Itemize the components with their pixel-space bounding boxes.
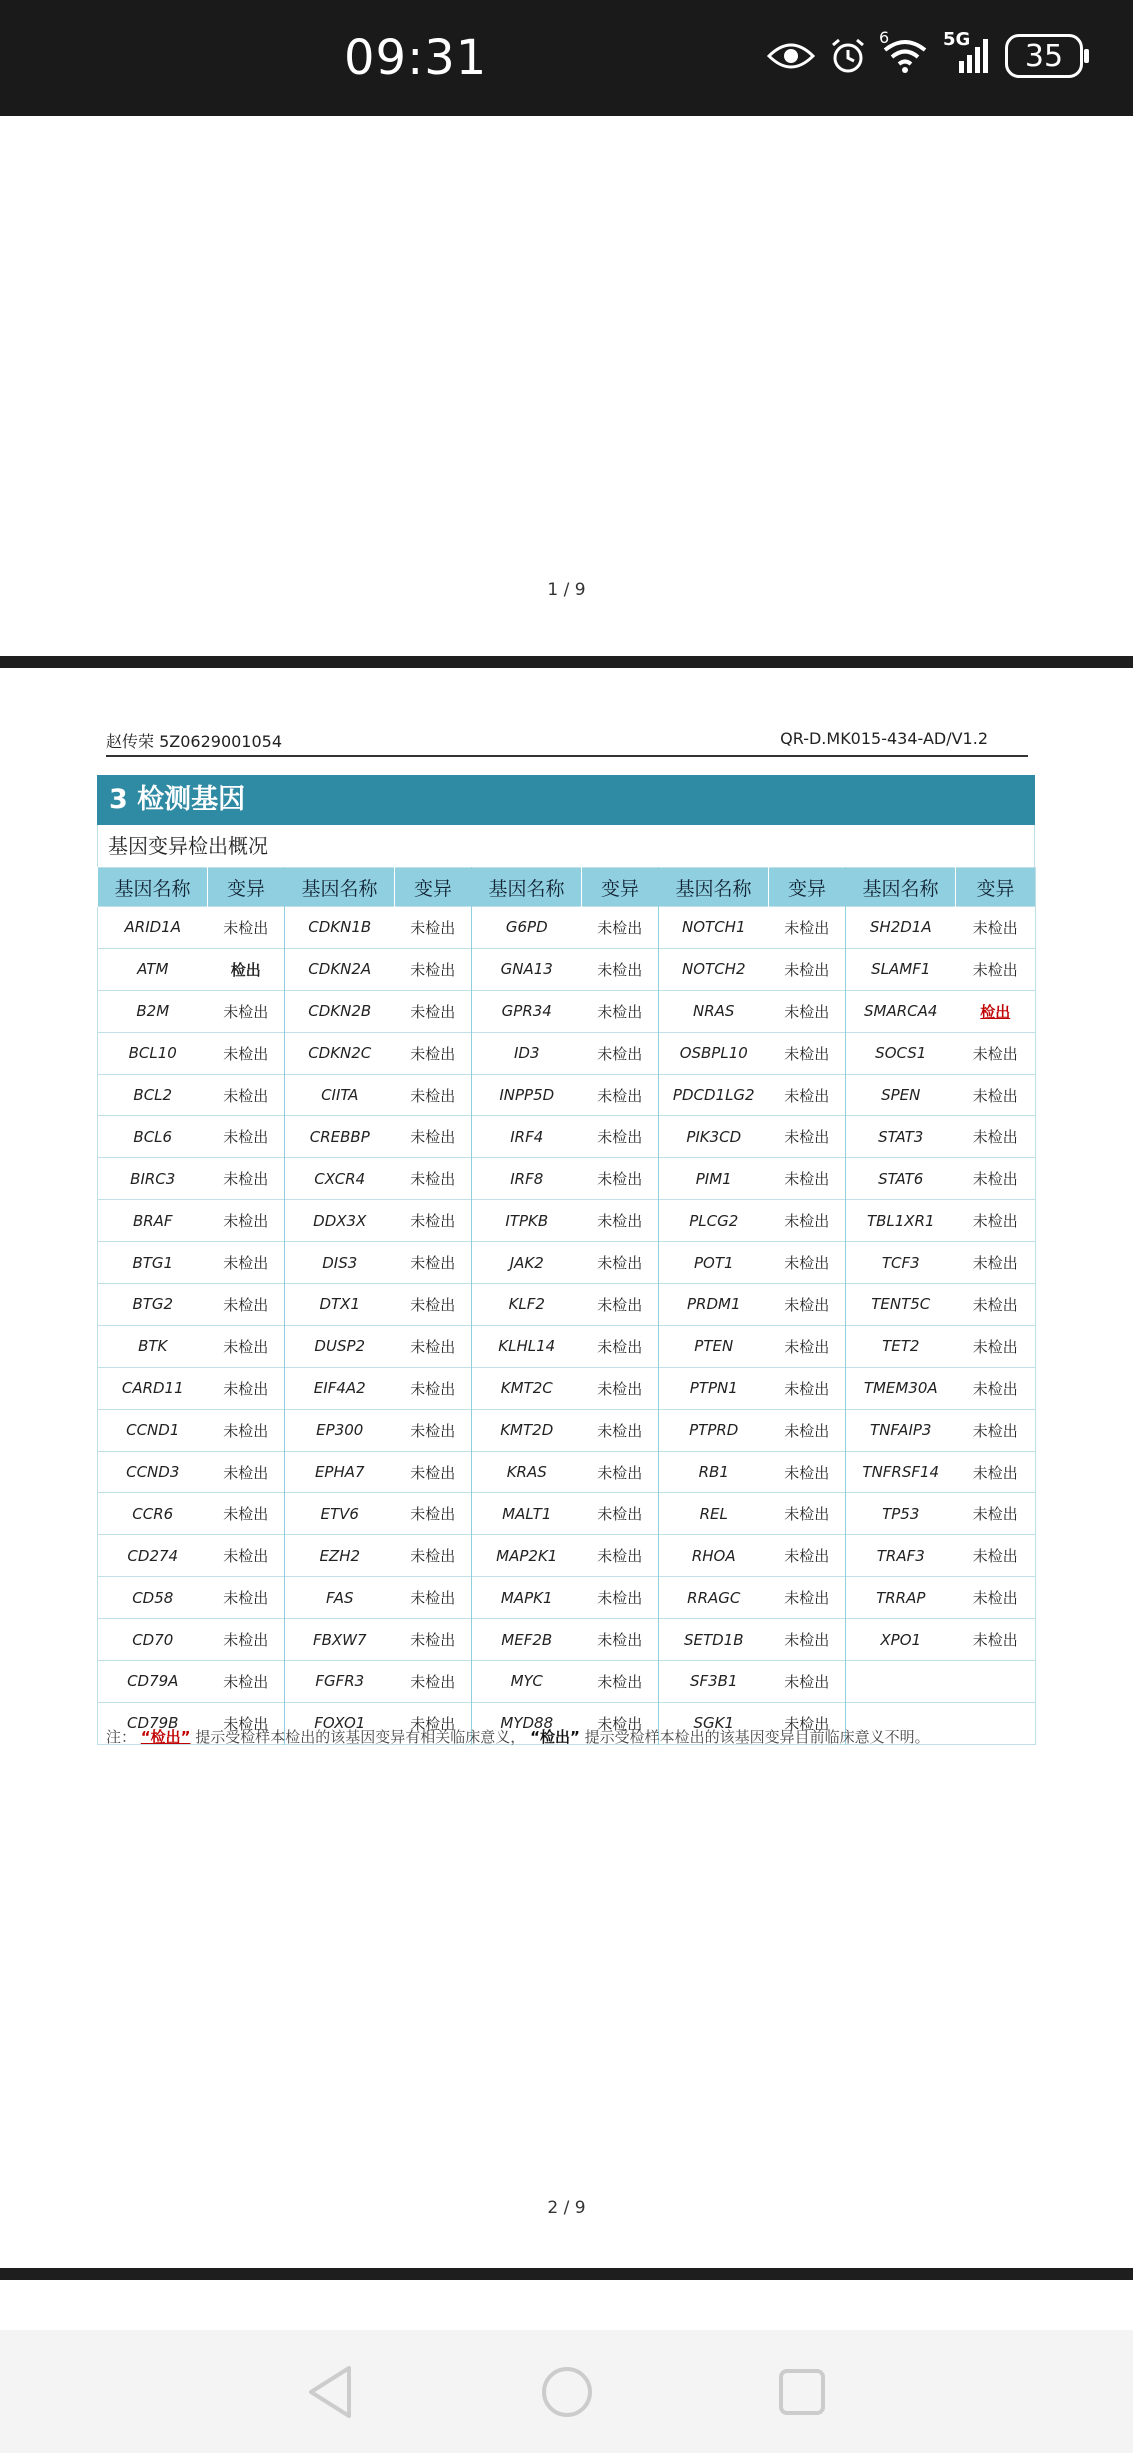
variant-status-cell: 未检出 (208, 1661, 285, 1703)
variant-status-cell: 未检出 (769, 948, 846, 990)
gene-name-cell: CD58 (98, 1577, 208, 1619)
variant-status-cell: 未检出 (582, 1577, 659, 1619)
variant-status-cell: 未检出 (208, 1702, 285, 1744)
variant-status-cell: 未检出 (956, 1451, 1036, 1493)
document-page-2 (0, 668, 1133, 2268)
variant-status-cell (956, 1702, 1036, 1744)
gene-name-cell: IRF8 (472, 1158, 582, 1200)
gene-name-cell: BTG1 (98, 1242, 208, 1284)
table-row (98, 1577, 1036, 1619)
variant-status-cell: 未检出 (395, 1535, 472, 1577)
table-row (98, 1409, 1036, 1451)
variant-status-cell: 未检出 (769, 1493, 846, 1535)
variant-status-cell: 检出 (208, 948, 285, 990)
sub-title: 基因变异检出概况 (97, 825, 1035, 867)
gene-name-cell: ITPKB (472, 1200, 582, 1242)
gene-name-cell: G6PD (472, 907, 582, 949)
status-time: 09:31 (344, 30, 488, 86)
patient-info: 赵传荣 5Z0629001054 (106, 732, 283, 751)
variant-status-cell: 未检出 (582, 990, 659, 1032)
gene-name-cell: MYC (472, 1661, 582, 1703)
variant-status-cell: 未检出 (956, 1619, 1036, 1661)
gene-name-cell: CD79B (98, 1702, 208, 1744)
gene-name-cell: KLF2 (472, 1284, 582, 1326)
column-header: 变异 (956, 868, 1036, 907)
gene-name-cell: PTPN1 (659, 1367, 769, 1409)
variant-status-cell: 未检出 (956, 1367, 1036, 1409)
gene-name-cell: KLHL14 (472, 1325, 582, 1367)
variant-status-cell: 未检出 (769, 1032, 846, 1074)
variant-status-cell: 未检出 (956, 1032, 1036, 1074)
gene-name-cell: GPR34 (472, 990, 582, 1032)
status-bar (0, 0, 1133, 116)
variant-status-cell: 未检出 (395, 1619, 472, 1661)
variant-status-cell: 未检出 (582, 1074, 659, 1116)
variant-status-cell: 未检出 (956, 1535, 1036, 1577)
variant-status-cell: 未检出 (208, 1325, 285, 1367)
variant-status-cell: 未检出 (582, 907, 659, 949)
gene-name-cell: CDKN2A (285, 948, 395, 990)
table-row (98, 1116, 1036, 1158)
variant-status-cell: 未检出 (956, 1074, 1036, 1116)
gene-name-cell: NRAS (659, 990, 769, 1032)
variant-status-cell: 未检出 (395, 990, 472, 1032)
table-row (98, 1074, 1036, 1116)
variant-status-cell: 未检出 (208, 1493, 285, 1535)
gene-name-cell: FAS (285, 1577, 395, 1619)
gene-name-cell: PDCD1LG2 (659, 1074, 769, 1116)
gene-name-cell: NOTCH2 (659, 948, 769, 990)
variant-status-cell: 未检出 (582, 1032, 659, 1074)
gene-name-cell: OSBPL10 (659, 1032, 769, 1074)
variant-status-cell (956, 1661, 1036, 1703)
gene-name-cell: SMARCA4 (846, 990, 956, 1032)
gene-name-cell: TNFAIP3 (846, 1409, 956, 1451)
gene-name-cell: KMT2D (472, 1409, 582, 1451)
gene-name-cell: MYD88 (472, 1702, 582, 1744)
column-header: 变异 (582, 868, 659, 907)
gene-name-cell: CREBBP (285, 1116, 395, 1158)
gene-name-cell: ARID1A (98, 907, 208, 949)
gene-name-cell: CARD11 (98, 1367, 208, 1409)
gene-name-cell: IRF4 (472, 1116, 582, 1158)
variant-status-cell: 未检出 (956, 1577, 1036, 1619)
variant-status-cell: 未检出 (208, 1074, 285, 1116)
recents-button[interactable] (772, 2362, 832, 2422)
variant-status-cell: 未检出 (769, 907, 846, 949)
variant-status-cell: 未检出 (582, 1619, 659, 1661)
column-header: 变异 (769, 868, 846, 907)
variant-status-cell: 未检出 (769, 1284, 846, 1326)
table-row (98, 1493, 1036, 1535)
gene-name-cell: BCL2 (98, 1074, 208, 1116)
gene-name-cell: BTK (98, 1325, 208, 1367)
gene-name-cell: TRRAP (846, 1577, 956, 1619)
gene-name-cell: DIS3 (285, 1242, 395, 1284)
variant-status-cell: 未检出 (395, 1451, 472, 1493)
variant-status-cell: 未检出 (582, 1325, 659, 1367)
variant-status-cell: 未检出 (395, 1284, 472, 1326)
variant-status-cell: 未检出 (395, 1577, 472, 1619)
gene-name-cell: TP53 (846, 1493, 956, 1535)
table-row (98, 1200, 1036, 1242)
gene-name-cell: CDKN2C (285, 1032, 395, 1074)
variant-status-cell: 未检出 (582, 948, 659, 990)
gene-name-cell: CCR6 (98, 1493, 208, 1535)
variant-status-cell: 未检出 (769, 1702, 846, 1744)
variant-status-cell: 未检出 (956, 1284, 1036, 1326)
gene-name-cell: RB1 (659, 1451, 769, 1493)
page-number-1: 1 / 9 (547, 580, 586, 600)
variant-status-cell: 未检出 (395, 1242, 472, 1284)
gene-name-cell: PIK3CD (659, 1116, 769, 1158)
variant-status-cell: 未检出 (769, 1619, 846, 1661)
gene-name-cell: POT1 (659, 1242, 769, 1284)
document-code: QR-D.MK015-434-AD/V1.2 (780, 729, 988, 748)
table-row (98, 990, 1036, 1032)
table-row (98, 948, 1036, 990)
gene-name-cell: KRAS (472, 1451, 582, 1493)
gene-name-cell: BCL6 (98, 1116, 208, 1158)
table-row (98, 1367, 1036, 1409)
gene-name-cell: PTEN (659, 1325, 769, 1367)
variant-status-cell: 未检出 (582, 1284, 659, 1326)
variant-status-cell: 未检出 (769, 1367, 846, 1409)
variant-status-cell: 未检出 (208, 1116, 285, 1158)
variant-status-cell: 未检出 (582, 1661, 659, 1703)
gene-name-cell: TET2 (846, 1325, 956, 1367)
gene-name-cell: PRDM1 (659, 1284, 769, 1326)
footnote (106, 1726, 930, 1747)
gene-name-cell: SGK1 (659, 1702, 769, 1744)
navigation-bar (0, 2330, 1133, 2453)
variant-status-cell: 未检出 (956, 907, 1036, 949)
gene-name-cell: ATM (98, 948, 208, 990)
variant-status-cell: 未检出 (208, 1032, 285, 1074)
back-button[interactable] (300, 2362, 360, 2422)
gene-name-cell: PLCG2 (659, 1200, 769, 1242)
gene-name-cell: RHOA (659, 1535, 769, 1577)
note-bold-term: “检出” (530, 1728, 580, 1746)
variant-status-cell: 未检出 (956, 948, 1036, 990)
eye-icon (767, 40, 815, 72)
variant-status-cell: 未检出 (208, 1242, 285, 1284)
gene-name-cell: FGFR3 (285, 1661, 395, 1703)
variant-status-cell: 未检出 (769, 1661, 846, 1703)
column-header: 基因名称 (659, 868, 769, 907)
page-separator (0, 2268, 1133, 2280)
variant-status-cell: 未检出 (395, 1158, 472, 1200)
variant-status-cell: 未检出 (395, 907, 472, 949)
gene-name-cell: EIF4A2 (285, 1367, 395, 1409)
gene-name-cell: SLAMF1 (846, 948, 956, 990)
variant-status-cell: 未检出 (208, 1158, 285, 1200)
note-suffix: 提示受检样本检出的该基因变异目前临床意义不明。 (584, 1728, 930, 1746)
gene-name-cell: ETV6 (285, 1493, 395, 1535)
gene-name-cell: B2M (98, 990, 208, 1032)
variant-status-cell: 未检出 (395, 1493, 472, 1535)
table-row (98, 1325, 1036, 1367)
gene-name-cell: SOCS1 (846, 1032, 956, 1074)
variant-status-cell: 未检出 (769, 1242, 846, 1284)
table-row (98, 1158, 1036, 1200)
table-row (98, 1284, 1036, 1326)
note-red-term: “检出” (140, 1728, 191, 1746)
variant-status-cell: 未检出 (582, 1535, 659, 1577)
variant-status-cell: 未检出 (956, 1325, 1036, 1367)
variant-status-cell: 未检出 (769, 1074, 846, 1116)
variant-status-cell: 检出 (956, 990, 1036, 1032)
status-icons (767, 28, 1083, 78)
variant-status-cell: 未检出 (395, 1367, 472, 1409)
variant-status-cell: 未检出 (956, 1409, 1036, 1451)
gene-name-cell: MAPK1 (472, 1577, 582, 1619)
gene-name-cell: BIRC3 (98, 1158, 208, 1200)
variant-status-cell: 未检出 (769, 990, 846, 1032)
variant-status-cell: 未检出 (395, 1325, 472, 1367)
gene-name-cell: FBXW7 (285, 1619, 395, 1661)
column-header: 基因名称 (472, 868, 582, 907)
gene-name-cell: EPHA7 (285, 1451, 395, 1493)
signal-5g-icon (943, 29, 991, 75)
column-header: 基因名称 (285, 868, 395, 907)
gene-name-cell: SPEN (846, 1074, 956, 1116)
network-label: 5G (943, 29, 971, 50)
variant-status-cell: 未检出 (395, 1074, 472, 1116)
gene-name-cell: JAK2 (472, 1242, 582, 1284)
home-icon (540, 2365, 594, 2419)
gene-name-cell (846, 1661, 956, 1703)
gene-name-cell: TENT5C (846, 1284, 956, 1326)
table-row (98, 1619, 1036, 1661)
variant-status-cell: 未检出 (582, 1158, 659, 1200)
page-separator (0, 656, 1133, 668)
variant-status-cell: 未检出 (582, 1116, 659, 1158)
variant-status-cell: 未检出 (208, 1535, 285, 1577)
gene-name-cell: CCND3 (98, 1451, 208, 1493)
variant-status-cell: 未检出 (208, 1619, 285, 1661)
gene-name-cell: TBL1XR1 (846, 1200, 956, 1242)
variant-status-cell: 未检出 (395, 1200, 472, 1242)
gene-name-cell: XPO1 (846, 1619, 956, 1661)
gene-name-cell: CCND1 (98, 1409, 208, 1451)
variant-status-cell: 未检出 (208, 1577, 285, 1619)
table-row (98, 1661, 1036, 1703)
gene-name-cell: MALT1 (472, 1493, 582, 1535)
variant-status-cell: 未检出 (208, 1367, 285, 1409)
table-row (98, 907, 1036, 949)
variant-status-cell: 未检出 (956, 1158, 1036, 1200)
variant-status-cell: 未检出 (956, 1200, 1036, 1242)
gene-name-cell: CD274 (98, 1535, 208, 1577)
note-prefix: 注： (106, 1728, 137, 1746)
variant-status-cell: 未检出 (208, 1409, 285, 1451)
gene-table-body (98, 907, 1036, 1745)
gene-name-cell: PTPRD (659, 1409, 769, 1451)
variant-status-cell: 未检出 (395, 1409, 472, 1451)
wifi-icon (879, 28, 929, 74)
wifi-badge: 6 (879, 28, 890, 47)
variant-status-cell: 未检出 (582, 1409, 659, 1451)
gene-name-cell: MAP2K1 (472, 1535, 582, 1577)
variant-status-cell: 未检出 (395, 1032, 472, 1074)
table-row (98, 1032, 1036, 1074)
gene-name-cell: CDKN2B (285, 990, 395, 1032)
gene-name-cell: EZH2 (285, 1535, 395, 1577)
variant-status-cell: 未检出 (208, 1451, 285, 1493)
variant-status-cell: 未检出 (769, 1535, 846, 1577)
home-button[interactable] (537, 2362, 597, 2422)
gene-name-cell: KMT2C (472, 1367, 582, 1409)
variant-status-cell: 未检出 (769, 1200, 846, 1242)
variant-status-cell: 未检出 (769, 1116, 846, 1158)
gene-name-cell: PIM1 (659, 1158, 769, 1200)
variant-status-cell: 未检出 (208, 990, 285, 1032)
variant-status-cell: 未检出 (395, 1702, 472, 1744)
gene-table (97, 867, 1036, 1745)
recents-icon (777, 2367, 827, 2417)
variant-status-cell: 未检出 (208, 1200, 285, 1242)
gene-name-cell: CD79A (98, 1661, 208, 1703)
gene-name-cell: SH2D1A (846, 907, 956, 949)
column-header: 基因名称 (98, 868, 208, 907)
gene-name-cell: STAT6 (846, 1158, 956, 1200)
gene-name-cell: MEF2B (472, 1619, 582, 1661)
gene-name-cell: DUSP2 (285, 1325, 395, 1367)
gene-name-cell: DTX1 (285, 1284, 395, 1326)
gene-name-cell: CIITA (285, 1074, 395, 1116)
table-row (98, 1451, 1036, 1493)
gene-name-cell: TCF3 (846, 1242, 956, 1284)
gene-name-cell: BTG2 (98, 1284, 208, 1326)
table-row (98, 1535, 1036, 1577)
variant-status-cell: 未检出 (582, 1493, 659, 1535)
battery-indicator: 35 (1005, 34, 1083, 78)
page-number-2: 2 / 9 (547, 2198, 586, 2218)
gene-name-cell: FOXO1 (285, 1702, 395, 1744)
back-icon (305, 2364, 355, 2420)
doc-header (106, 725, 1028, 757)
variant-status-cell: 未检出 (956, 1116, 1036, 1158)
variant-status-cell: 未检出 (582, 1702, 659, 1744)
gene-name-cell: TMEM30A (846, 1367, 956, 1409)
gene-name-cell: CD70 (98, 1619, 208, 1661)
gene-name-cell: TNFRSF14 (846, 1451, 956, 1493)
gene-name-cell: INPP5D (472, 1074, 582, 1116)
gene-name-cell: CDKN1B (285, 907, 395, 949)
table-row (98, 1242, 1036, 1284)
gene-name-cell: GNA13 (472, 948, 582, 990)
gene-name-cell: STAT3 (846, 1116, 956, 1158)
gene-name-cell: TRAF3 (846, 1535, 956, 1577)
variant-status-cell: 未检出 (956, 1493, 1036, 1535)
variant-status-cell: 未检出 (208, 907, 285, 949)
gene-name-cell: REL (659, 1493, 769, 1535)
variant-status-cell: 未检出 (395, 948, 472, 990)
variant-status-cell: 未检出 (208, 1284, 285, 1326)
gene-name-cell: SETD1B (659, 1619, 769, 1661)
table-header-row (98, 868, 1036, 907)
variant-status-cell: 未检出 (395, 1116, 472, 1158)
note-middle: 提示受检样本检出的该基因变异有相关临床意义， (195, 1728, 526, 1746)
gene-name-cell: DDX3X (285, 1200, 395, 1242)
variant-status-cell: 未检出 (582, 1367, 659, 1409)
gene-name-cell: BRAF (98, 1200, 208, 1242)
gene-name-cell: ID3 (472, 1032, 582, 1074)
variant-status-cell: 未检出 (956, 1242, 1036, 1284)
document-page-1 (0, 116, 1133, 656)
variant-status-cell: 未检出 (769, 1325, 846, 1367)
variant-status-cell: 未检出 (395, 1661, 472, 1703)
variant-status-cell: 未检出 (582, 1451, 659, 1493)
gene-name-cell: RRAGC (659, 1577, 769, 1619)
gene-name-cell: NOTCH1 (659, 907, 769, 949)
gene-name-cell: CXCR4 (285, 1158, 395, 1200)
section-title: 3 检测基因 (97, 775, 1035, 825)
column-header: 变异 (208, 868, 285, 907)
variant-status-cell: 未检出 (769, 1451, 846, 1493)
variant-status-cell: 未检出 (769, 1409, 846, 1451)
gene-name-cell: SF3B1 (659, 1661, 769, 1703)
variant-status-cell: 未检出 (582, 1200, 659, 1242)
gene-name-cell: EP300 (285, 1409, 395, 1451)
column-header: 基因名称 (846, 868, 956, 907)
column-header: 变异 (395, 868, 472, 907)
variant-status-cell: 未检出 (769, 1577, 846, 1619)
variant-status-cell: 未检出 (769, 1158, 846, 1200)
variant-status-cell: 未检出 (582, 1242, 659, 1284)
gene-name-cell: BCL10 (98, 1032, 208, 1074)
alarm-icon (829, 37, 867, 75)
